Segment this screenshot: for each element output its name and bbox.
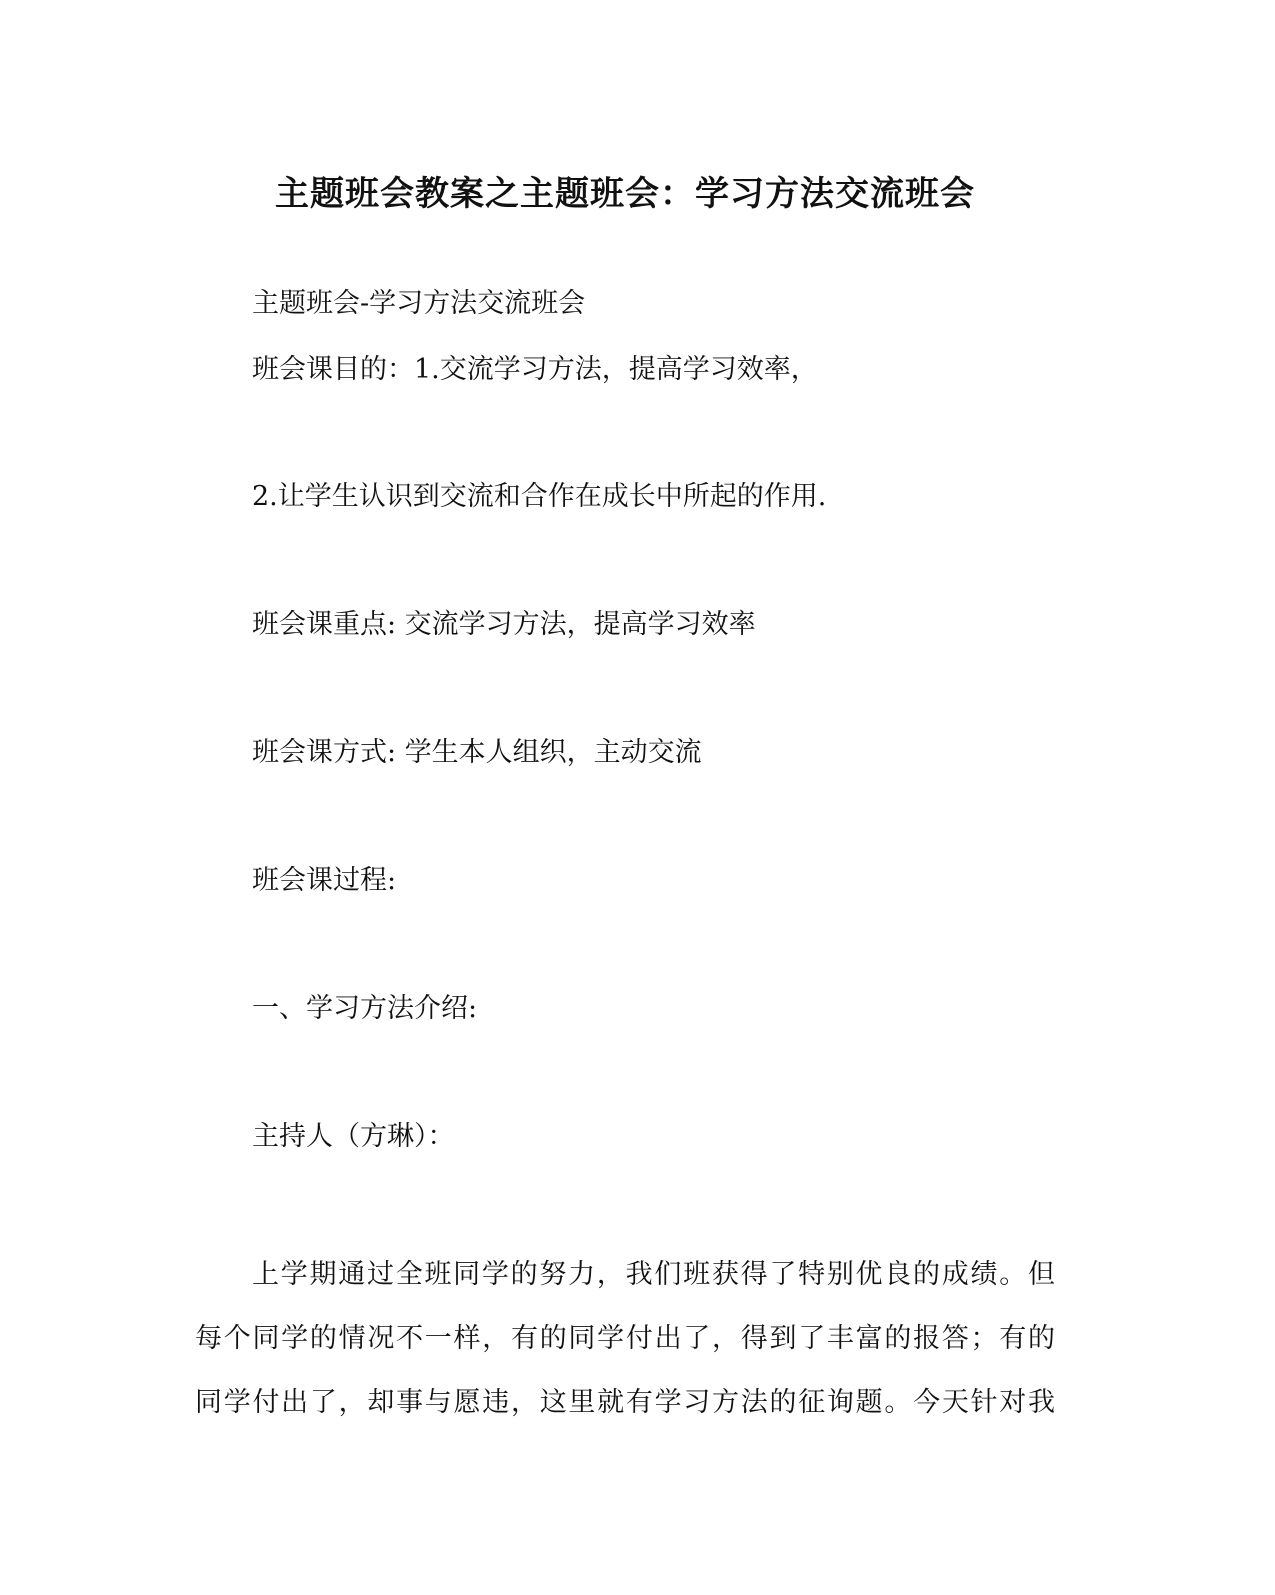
paragraph-line: 上学期通过全班同学的努力，我们班获得了特别优良的成绩。但 xyxy=(252,1259,1055,1290)
section-heading-1: 一、学习方法介绍: xyxy=(252,993,478,1024)
key-point-line: 班会课重点: 交流学习方法，提高学习效率 xyxy=(252,609,756,640)
subtitle-line: 主题班会-学习方法交流班会 xyxy=(252,288,586,319)
purpose-line-2: 2.让学生认识到交流和合作在成长中所起的作用. xyxy=(252,481,827,512)
body-paragraph xyxy=(195,1243,1055,1435)
paragraph-line: 同学付出了，却事与愿违，这里就有学习方法的征询题。今天针对我 xyxy=(195,1387,1055,1418)
method-line: 班会课方式: 学生本人组织，主动交流 xyxy=(252,737,702,768)
process-heading: 班会课过程: xyxy=(252,865,397,896)
purpose-line-1: 班会课目的：1.交流学习方法，提高学习效率， xyxy=(252,354,818,385)
paragraph-line: 每个同学的情况不一样，有的同学付出了，得到了丰富的报答；有的 xyxy=(195,1323,1055,1354)
document-title: 主题班会教案之主题班会：学习方法交流班会 xyxy=(275,174,975,214)
host-label: 主持人（方琳）： xyxy=(252,1121,455,1152)
